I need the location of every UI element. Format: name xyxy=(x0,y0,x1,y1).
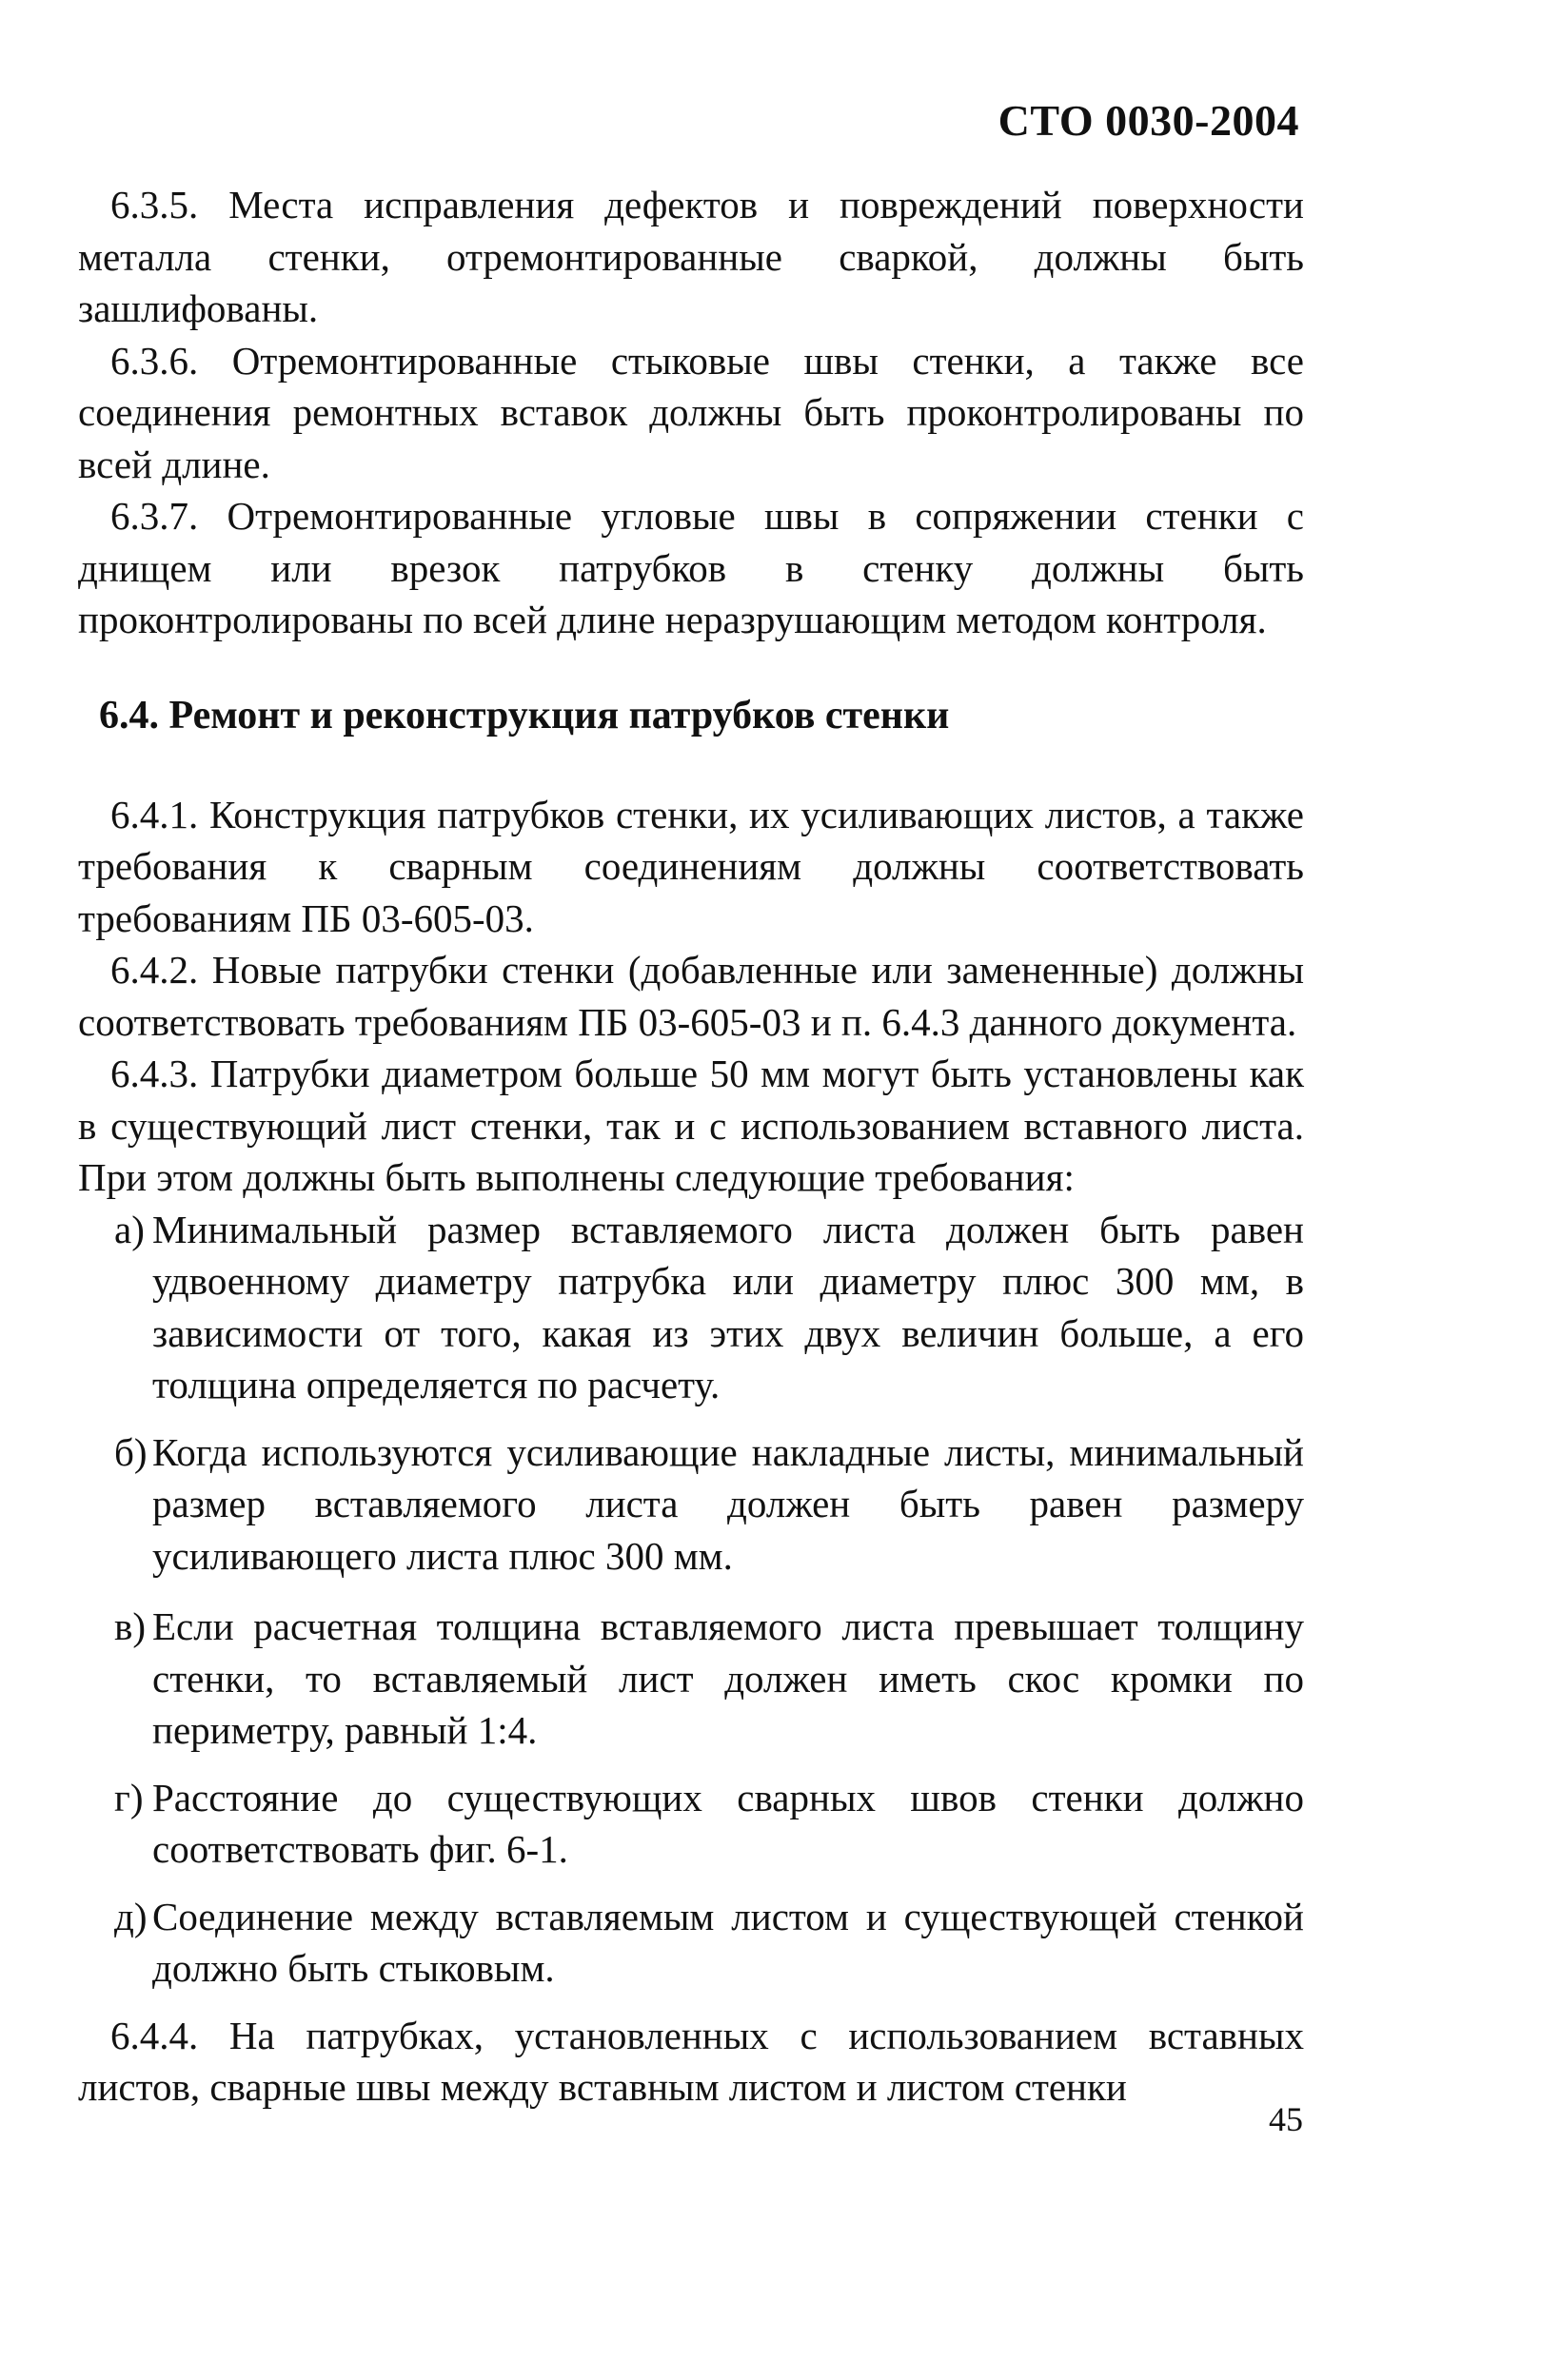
paragraph-6-4-3: 6.4.3. Патрубки диаметром больше 50 мм могут быть установлены как в существующий лист стенки, так и с использованием вставного листа. При этом должны быть выполнены следующие требования: xyxy=(78,1052,1304,1199)
list-marker: в) xyxy=(114,1604,147,1648)
paragraph-6-4-2: 6.4.2. Новые патрубки стенки (добавленные или замененные) должны соответствовать требованиям ПБ 03-605-03 и п. 6.4.3 данного документа. xyxy=(78,948,1304,1044)
list-item-text: Когда используются усиливающие накладные листы, минимальный размер вставляемого листа должен быть равен размеру усиливающего листа плюс 300 мм. xyxy=(152,1429,1304,1578)
list-item-a xyxy=(78,1204,1304,1411)
paragraph-6-4-4: 6.4.4. На патрубках, установленных с использованием вставных листов, сварные швы между вставным листом и листом стенки xyxy=(78,2013,1304,2109)
paragraph-6-3-7: 6.3.7. Отремонтированные угловые швы в сопряжении стенки с днищем или врезок патрубков в стенку должны быть проконтролированы по всей длине неразрушающим методом контроля. xyxy=(78,494,1304,641)
paragraph-6-4-1: 6.4.1. Конструкция патрубков стенки, их усиливающих листов, а также требования к сварным соединениям должны соответствовать требованиям ПБ 03-605-03. xyxy=(78,792,1304,940)
list-item-text: Минимальный размер вставляемого листа должен быть равен удвоенному диаметру патрубка или диаметру плюс 300 мм, в зависимости от того, какая из этих двух величин больше, а его толщина определяется по расчету. xyxy=(152,1207,1304,1406)
list-item-text: Соединение между вставляемым листом и существующей стенкой должно быть стыковым. xyxy=(152,1894,1304,1990)
list-marker: а) xyxy=(114,1207,145,1251)
list-item-text: Расстояние до существующих сварных швов стенки должно соответствовать фиг. 6-1. xyxy=(152,1775,1304,1871)
document-code: СТО 0030-2004 xyxy=(998,96,1299,145)
list-item-v xyxy=(78,1601,1304,1757)
page-number: 45 xyxy=(1269,2100,1303,2138)
list-item-d xyxy=(78,1891,1304,1995)
paragraph-6-3-5: 6.3.5. Места исправления дефектов и повреждений поверхности металла стенки, отремонтированные сваркой, должны быть зашлифованы. xyxy=(78,183,1304,330)
section-heading-6-4: 6.4. Ремонт и реконструкция патрубков стенки xyxy=(99,693,950,738)
list-item-text: Если расчетная толщина вставляемого листа превышает толщину стенки, то вставляемый лист должен иметь скос кромки по периметру, равный 1:4. xyxy=(152,1604,1304,1752)
list-marker: г) xyxy=(114,1775,144,1819)
requirements-list xyxy=(78,1204,1304,1995)
paragraph-6-3-6: 6.3.6. Отремонтированные стыковые швы стенки, а также все соединения ремонтных вставок должны быть проконтролированы по всей длине. xyxy=(78,338,1304,486)
document-body xyxy=(78,179,1304,2114)
list-marker: д) xyxy=(114,1894,148,1938)
list-item-g xyxy=(78,1772,1304,1876)
list-marker: б) xyxy=(114,1429,148,1474)
list-item-b xyxy=(78,1426,1304,1583)
